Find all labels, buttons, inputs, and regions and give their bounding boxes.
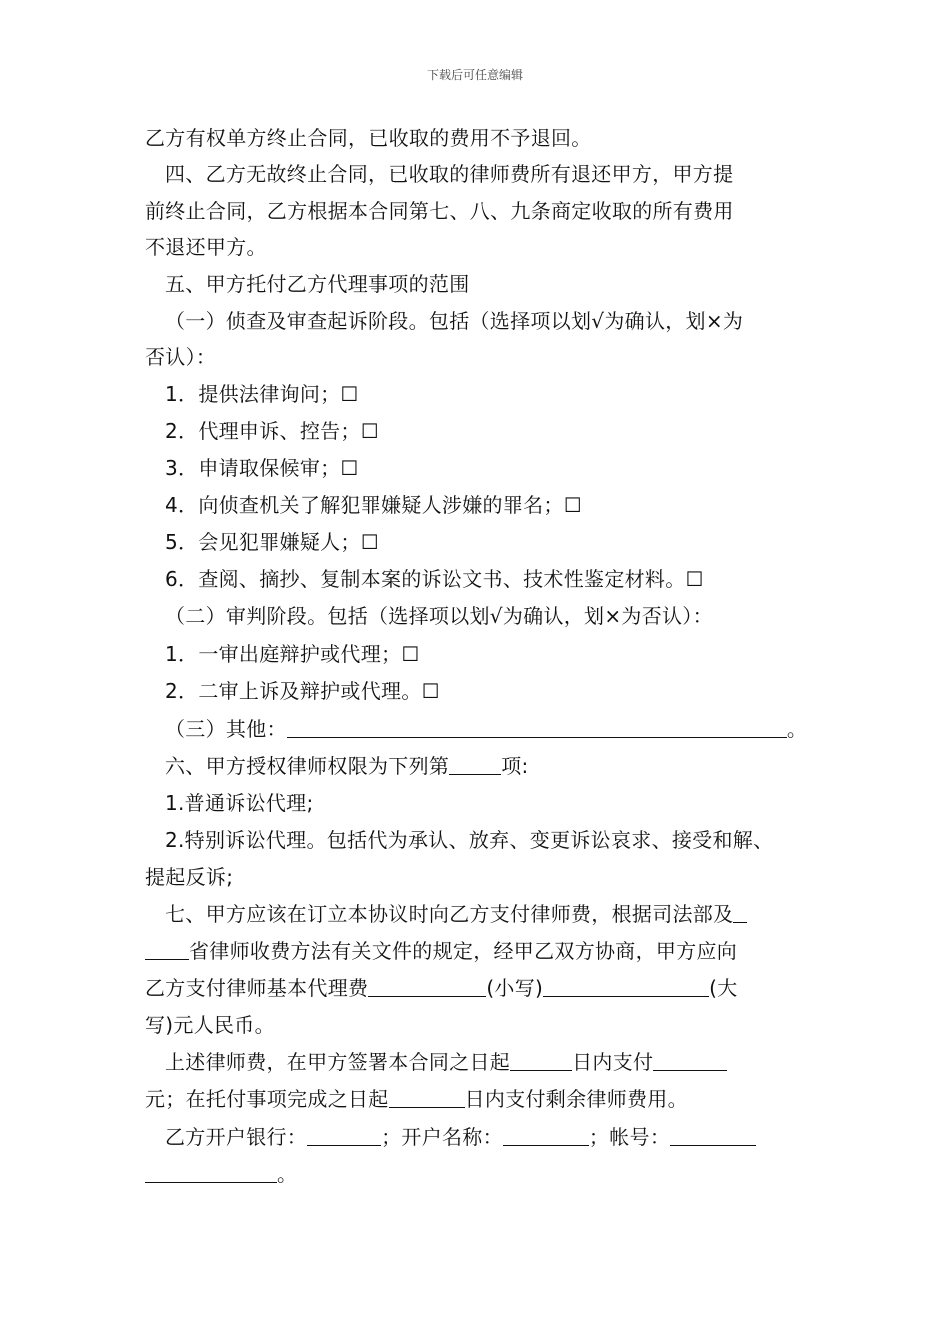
fill-blank[interactable] (543, 976, 709, 997)
account-number-label: ；帐号： (588, 1125, 671, 1149)
checklist-item: 6．查阅、摘抄、复制本案的诉讼文书、技术性鉴定材料。☐ (165, 567, 704, 591)
paragraph-line: 否认）： (145, 345, 217, 369)
other-label: （三）其他： (165, 717, 287, 741)
fee-text: 乙方支付律师基本代理费 (145, 976, 369, 1000)
payment-text: 日内支付 (572, 1050, 654, 1074)
fee-text: 七、甲方应该在订立本协议时向乙方支付律师费，根据司法部及 (165, 902, 734, 926)
fill-blank[interactable] (368, 976, 486, 997)
authority-line (165, 752, 529, 780)
period: 。 (786, 717, 808, 741)
fee-text: 省律师收费方法有关文件的规定，经甲乙双方协商，甲方应向 (189, 939, 738, 963)
period: 。 (277, 1162, 298, 1186)
fee-amount-line (145, 974, 738, 1002)
checklist-item: 2．二审上诉及辩护或代理。☐ (165, 679, 440, 703)
fee-text: (大 (709, 976, 738, 1000)
checklist-item: 4．向侦查机关了解犯罪嫌疑人涉嫌的罪名；☐ (165, 493, 582, 517)
account-name-label: ；开户名称： (381, 1125, 503, 1149)
paragraph-line: 提起反诉; (145, 865, 234, 889)
payment-line (165, 1048, 727, 1076)
fill-blank[interactable] (510, 1050, 572, 1071)
paragraph-line: （二）审判阶段。包括（选择项以划√为确认，划×为否认）： (165, 604, 713, 628)
other-item-line (165, 715, 807, 743)
checklist-item: 1．一审出庭辩护或代理；☐ (165, 642, 420, 666)
bank-line (165, 1123, 756, 1151)
paragraph-line: 四、乙方无故终止合同，已收取的律师费所有退还甲方，甲方提 (165, 162, 734, 186)
fill-blank[interactable] (449, 754, 501, 775)
checklist-item: 2．代理申诉、控告；☐ (165, 419, 379, 443)
bank-label: 乙方开户银行： (165, 1125, 308, 1149)
bank-field[interactable] (307, 1125, 381, 1146)
fill-blank[interactable] (145, 939, 189, 960)
fill-blank[interactable] (733, 902, 747, 923)
section-heading: 五、甲方托付乙方代理事项的范围 (165, 272, 470, 296)
fill-blank[interactable] (389, 1087, 465, 1108)
authority-text: 六、甲方授权律师权限为下列第 (165, 754, 450, 778)
authority-suffix: 项: (501, 754, 529, 778)
fee-line (145, 937, 737, 965)
fill-blank[interactable] (653, 1050, 727, 1071)
paragraph-line: 不退还甲方。 (145, 235, 267, 259)
fee-text: (小写) (486, 976, 544, 1000)
bank-line-continued (145, 1160, 297, 1188)
checklist-item: 3．申请取保候审；☐ (165, 456, 359, 480)
fill-blank[interactable] (287, 717, 787, 738)
checklist-item: 5．会见犯罪嫌疑人；☐ (165, 530, 379, 554)
paragraph-line: （一）侦查及审查起诉阶段。包括（选择项以划√为确认，划×为 (165, 309, 744, 333)
fee-line (165, 900, 747, 928)
page-header: 下载后可任意编辑 (426, 68, 523, 82)
payment-text: 上述律师费，在甲方签署本合同之日起 (165, 1050, 511, 1074)
payment-text: 日内支付剩余律师费用。 (464, 1087, 688, 1111)
account-number-field[interactable] (670, 1125, 756, 1146)
paragraph-line: 2.特别诉讼代理。包括代为承认、放弃、变更诉讼哀求、接受和解、 (165, 828, 774, 852)
paragraph-line: 前终止合同，乙方根据本合同第七、八、九条商定收取的所有费用 (145, 199, 734, 223)
payment-line (145, 1085, 688, 1113)
payment-text: 元；在托付事项完成之日起 (145, 1087, 389, 1111)
paragraph-line: 乙方有权单方终止合同，已收取的费用不予退回。 (145, 126, 592, 150)
paragraph-line: 1.普通诉讼代理; (165, 791, 314, 815)
paragraph-line: 写)元人民币。 (145, 1013, 275, 1037)
account-name-field[interactable] (503, 1125, 589, 1146)
account-number-field-cont[interactable] (145, 1162, 277, 1183)
checklist-item: 1．提供法律询问；☐ (165, 382, 359, 406)
